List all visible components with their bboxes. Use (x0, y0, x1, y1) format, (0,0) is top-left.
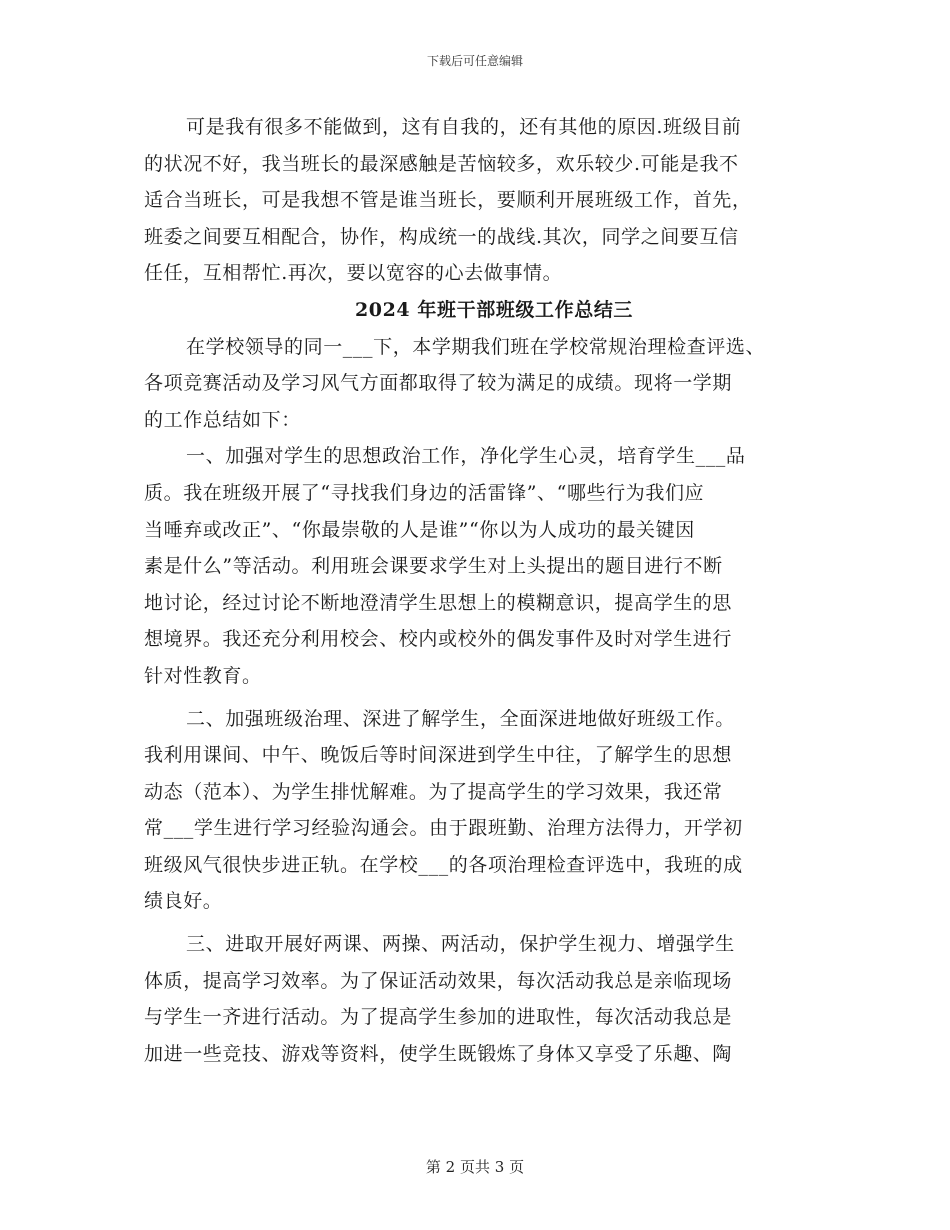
text-line: 针对性教育。 (144, 664, 262, 687)
text-line: 当唾弃或改正”、“你最崇敬的人是谁”“你以为人成功的最关键因 (144, 518, 695, 541)
text-line: 一、加强对学生的思想政治工作，净化学生心灵，培育学生___品 (186, 445, 746, 468)
document-body (144, 109, 804, 1072)
text-line: 绩良好。 (144, 890, 223, 913)
text-line: 的工作总结如下： (144, 408, 301, 431)
paragraph-1 (144, 109, 804, 292)
text-line: 三、进取开展好两课、两操、两活动，保护学生视力、增强学生 (186, 933, 735, 956)
text-line: 任任，互相帮忙.再次，要以宽容的心去做事情。 (144, 262, 563, 285)
text-line: 素是什么”等活动。利用班会课要求学生对上头提出的题目进行不断 (144, 555, 723, 578)
text-line: 班委之间要互相配合，协作，构成统一的战线.其次，同学之间要互信 (144, 225, 739, 248)
text-line: 二、加强班级治理、深进了解学生，全面深进地做好班级工作。 (186, 707, 735, 730)
paragraph-2 (144, 329, 804, 439)
text-line: 地讨论，经过讨论不断地澄清学生思想上的模糊意识，提高学生的思 (144, 591, 733, 614)
paragraph-5 (144, 926, 804, 1072)
paragraph-3 (144, 438, 804, 694)
text-line: 班级风气很快步进正轨。在学校___的各项治理检查评选中，我班的成 (144, 853, 743, 876)
text-line: 动态（范本）、为学生排忧解难。为了提高学生的学习效果，我还常 (144, 780, 723, 803)
text-line: 质。我在班级开展了“寻找我们身边的活雷锋”、“哪些行为我们应 (144, 481, 705, 504)
page-header: 下载后可任意编辑 (426, 54, 523, 68)
text-line: 各项竞赛活动及学习风气方面都取得了较为满足的成绩。现将一学期 (144, 372, 733, 395)
text-line: 加进一些竞技、游戏等资料，使学生既锻炼了身体又享受了乐趣、陶 (144, 1042, 733, 1065)
text-line: 想境界。我还充分利用校会、校内或校外的偶发事件及时对学生进行 (144, 628, 733, 651)
text-line: 可是我有很多不能做到，这有自我的，还有其他的原因.班级目前 (186, 116, 742, 138)
text-line: 我利用课间、中午、晚饭后等时间深进到学生中往，了解学生的思想 (144, 744, 733, 767)
text-line: 的状况不好，我当班长的最深感触是苦恼较多，欢乐较少.可能是我不 (144, 152, 739, 175)
section-title: 2024 年班干部班级工作总结三 (354, 298, 634, 321)
text-line: 体质，提高学习效率。为了保证活动效果，每次活动我总是亲临现场 (144, 969, 733, 992)
text-line: 常___学生进行学习经验沟通会。由于跟班勤、治理方法得力，开学初 (144, 817, 743, 840)
page-number: 第 2 页共 3 页 (425, 1158, 525, 1176)
text-line: 适合当班长，可是我想不管是谁当班长，要顺利开展班级工作，首先， (144, 189, 752, 212)
paragraph-4 (144, 701, 804, 921)
text-line: 在学校领导的同一___下，本学期我们班在学校常规治理检查评选、 (186, 335, 766, 358)
text-line: 与学生一齐进行活动。为了提高学生参加的进取性，每次活动我总是 (144, 1006, 733, 1029)
